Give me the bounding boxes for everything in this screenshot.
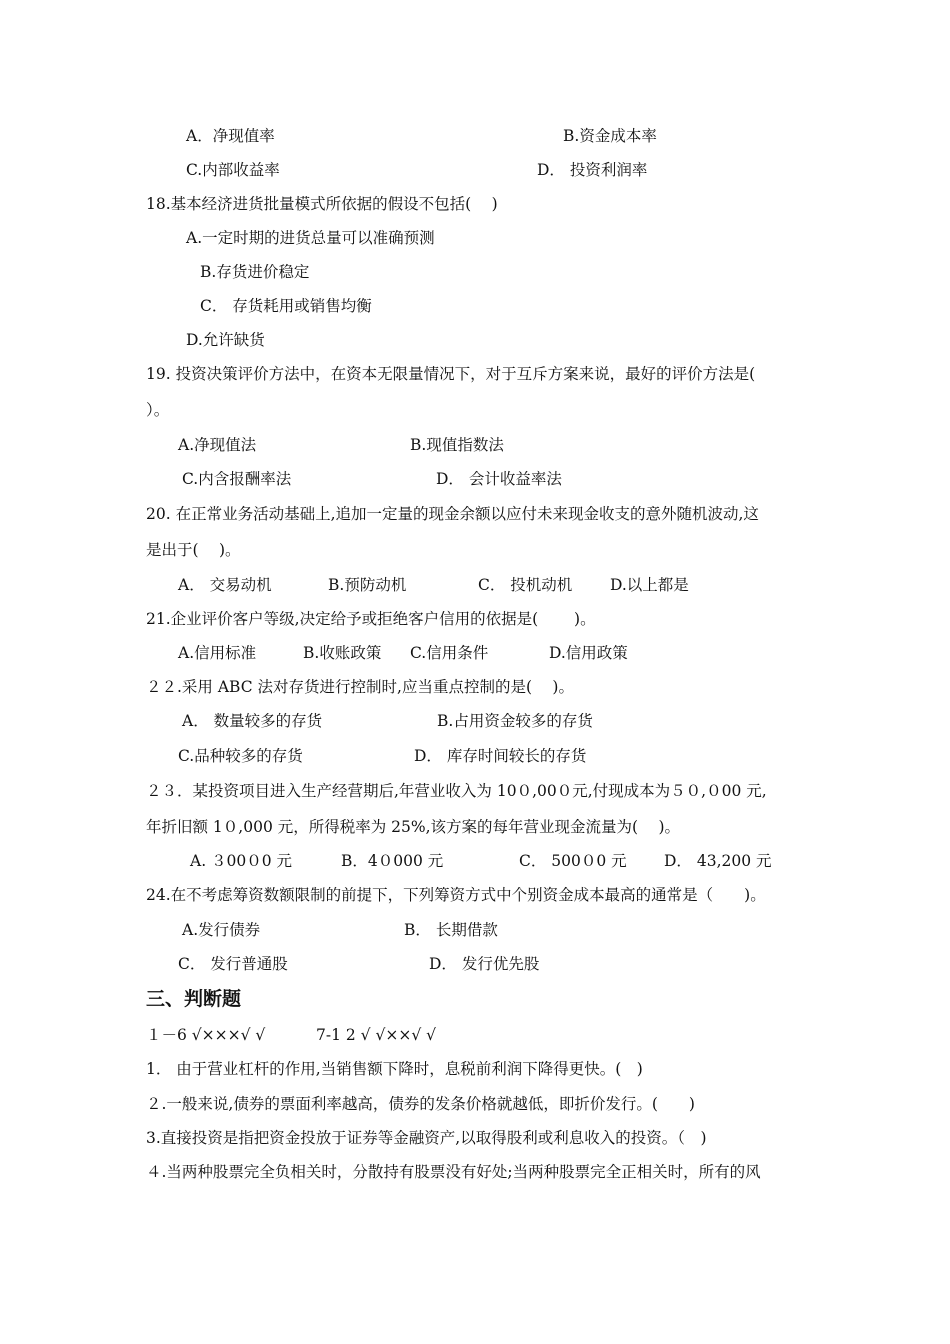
q18-option-c: C． 存货耗用或销售均衡 <box>200 297 372 315</box>
q23-option-d: D． 43,200 元 <box>664 852 772 870</box>
q21-stem: 21.企业评价客户等级,决定给予或拒绝客户信用的依据是( )。 <box>146 610 596 628</box>
q18-option-b: B.存货进价稳定 <box>200 263 310 281</box>
q19-option-a: A.净现值法 <box>178 436 257 454</box>
q20-stem-line1: 20. 在正常业务活动基础上,追加一定量的现金余额以应付未来现金收支的意外随机波动,这 <box>146 505 759 523</box>
q23-option-b: B．4０000 元 <box>341 852 444 870</box>
q20-option-c: C． 投机动机 <box>478 576 573 594</box>
q23-stem-line2: 年折旧额 1０,000 元，所得税率为 25%,该方案的每年营业现金流量为( )。 <box>146 818 681 836</box>
judgment-1: 1． 由于营业杠杆的作用,当销售额下降时，息税前利润下降得更快。( ) <box>146 1060 643 1078</box>
q20-option-a: A． 交易动机 <box>178 576 272 594</box>
q22-option-a: A． 数量较多的存货 <box>182 712 323 730</box>
answer-key-7-12: 7-1 2 √ √××√ √ <box>316 1026 437 1044</box>
q18-option-d: D.允许缺货 <box>186 331 265 349</box>
q21-option-c: C.信用条件 <box>410 644 489 662</box>
q21-option-a: A.信用标准 <box>178 644 257 662</box>
judgment-3: 3.直接投资是指把资金投放于证券等金融资产,以取得股利或利息收入的投资。（ ) <box>146 1129 707 1147</box>
q17-option-a: A．净现值率 <box>186 127 275 145</box>
q20-stem-line2: 是出于( )。 <box>146 541 241 559</box>
q19-option-c: C.内含报酬率法 <box>182 470 292 488</box>
q20-option-b: B.预防动机 <box>328 576 407 594</box>
q17-option-c: C.内部收益率 <box>186 161 280 179</box>
q19-option-b: B.现值指数法 <box>410 436 504 454</box>
q22-stem: ２２.采用 ABC 法对存货进行控制时,应当重点控制的是( )。 <box>146 678 574 696</box>
q23-option-c: C． 500０0 元 <box>519 852 627 870</box>
q24-stem: 24.在不考虑筹资数额限制的前提下，下列筹资方式中个别资金成本最高的通常是（ )。 <box>146 886 766 904</box>
q21-option-b: B.收账政策 <box>303 644 382 662</box>
q24-option-b: B． 长期借款 <box>404 921 498 939</box>
q21-option-d: D.信用政策 <box>549 644 628 662</box>
q17-option-b: B.资金成本率 <box>563 127 657 145</box>
q18-option-a: A.一定时期的进货总量可以准确预测 <box>186 229 435 247</box>
judgment-2: ２.一般来说,债券的票面利率越高，债券的发条价格就越低，即折价发行。( ) <box>146 1095 695 1113</box>
q22-option-b: B.占用资金较多的存货 <box>437 712 593 730</box>
q17-option-d: D． 投资利润率 <box>537 161 648 179</box>
q19-option-d: D． 会计收益率法 <box>436 470 562 488</box>
judgment-4: ４.当两种股票完全负相关时，分散持有股票没有好处;当两种股票完全正相关时，所有的风 <box>146 1163 761 1181</box>
q24-option-d: D． 发行优先股 <box>429 955 540 973</box>
section-heading: 三、判断题 <box>146 988 242 1010</box>
q24-option-c: C． 发行普通股 <box>178 955 288 973</box>
q24-option-a: A.发行债券 <box>182 921 261 939</box>
q23-stem-line1: ２３．某投资项目进入生产经营期后,年营业收入为 10０,00０元,付现成本为５０,０00 元, <box>146 782 767 800</box>
q22-option-c: C.品种较多的存货 <box>178 747 303 765</box>
q19-stem-line2: ）。 <box>146 401 170 419</box>
q19-stem-line1: 19. 投资决策评价方法中，在资本无限量情况下，对于互斥方案来说，最好的评价方法是( <box>146 365 756 383</box>
q20-option-d: D.以上都是 <box>610 576 689 594</box>
q22-option-d: D． 库存时间较长的存货 <box>414 747 587 765</box>
answer-key-1-6: １－6 √×××√ √ <box>146 1026 266 1044</box>
q18-stem: 18.基本经济进货批量模式所依据的假设不包括( ) <box>146 195 498 213</box>
q23-option-a: A. ３00０0 元 <box>190 852 293 870</box>
